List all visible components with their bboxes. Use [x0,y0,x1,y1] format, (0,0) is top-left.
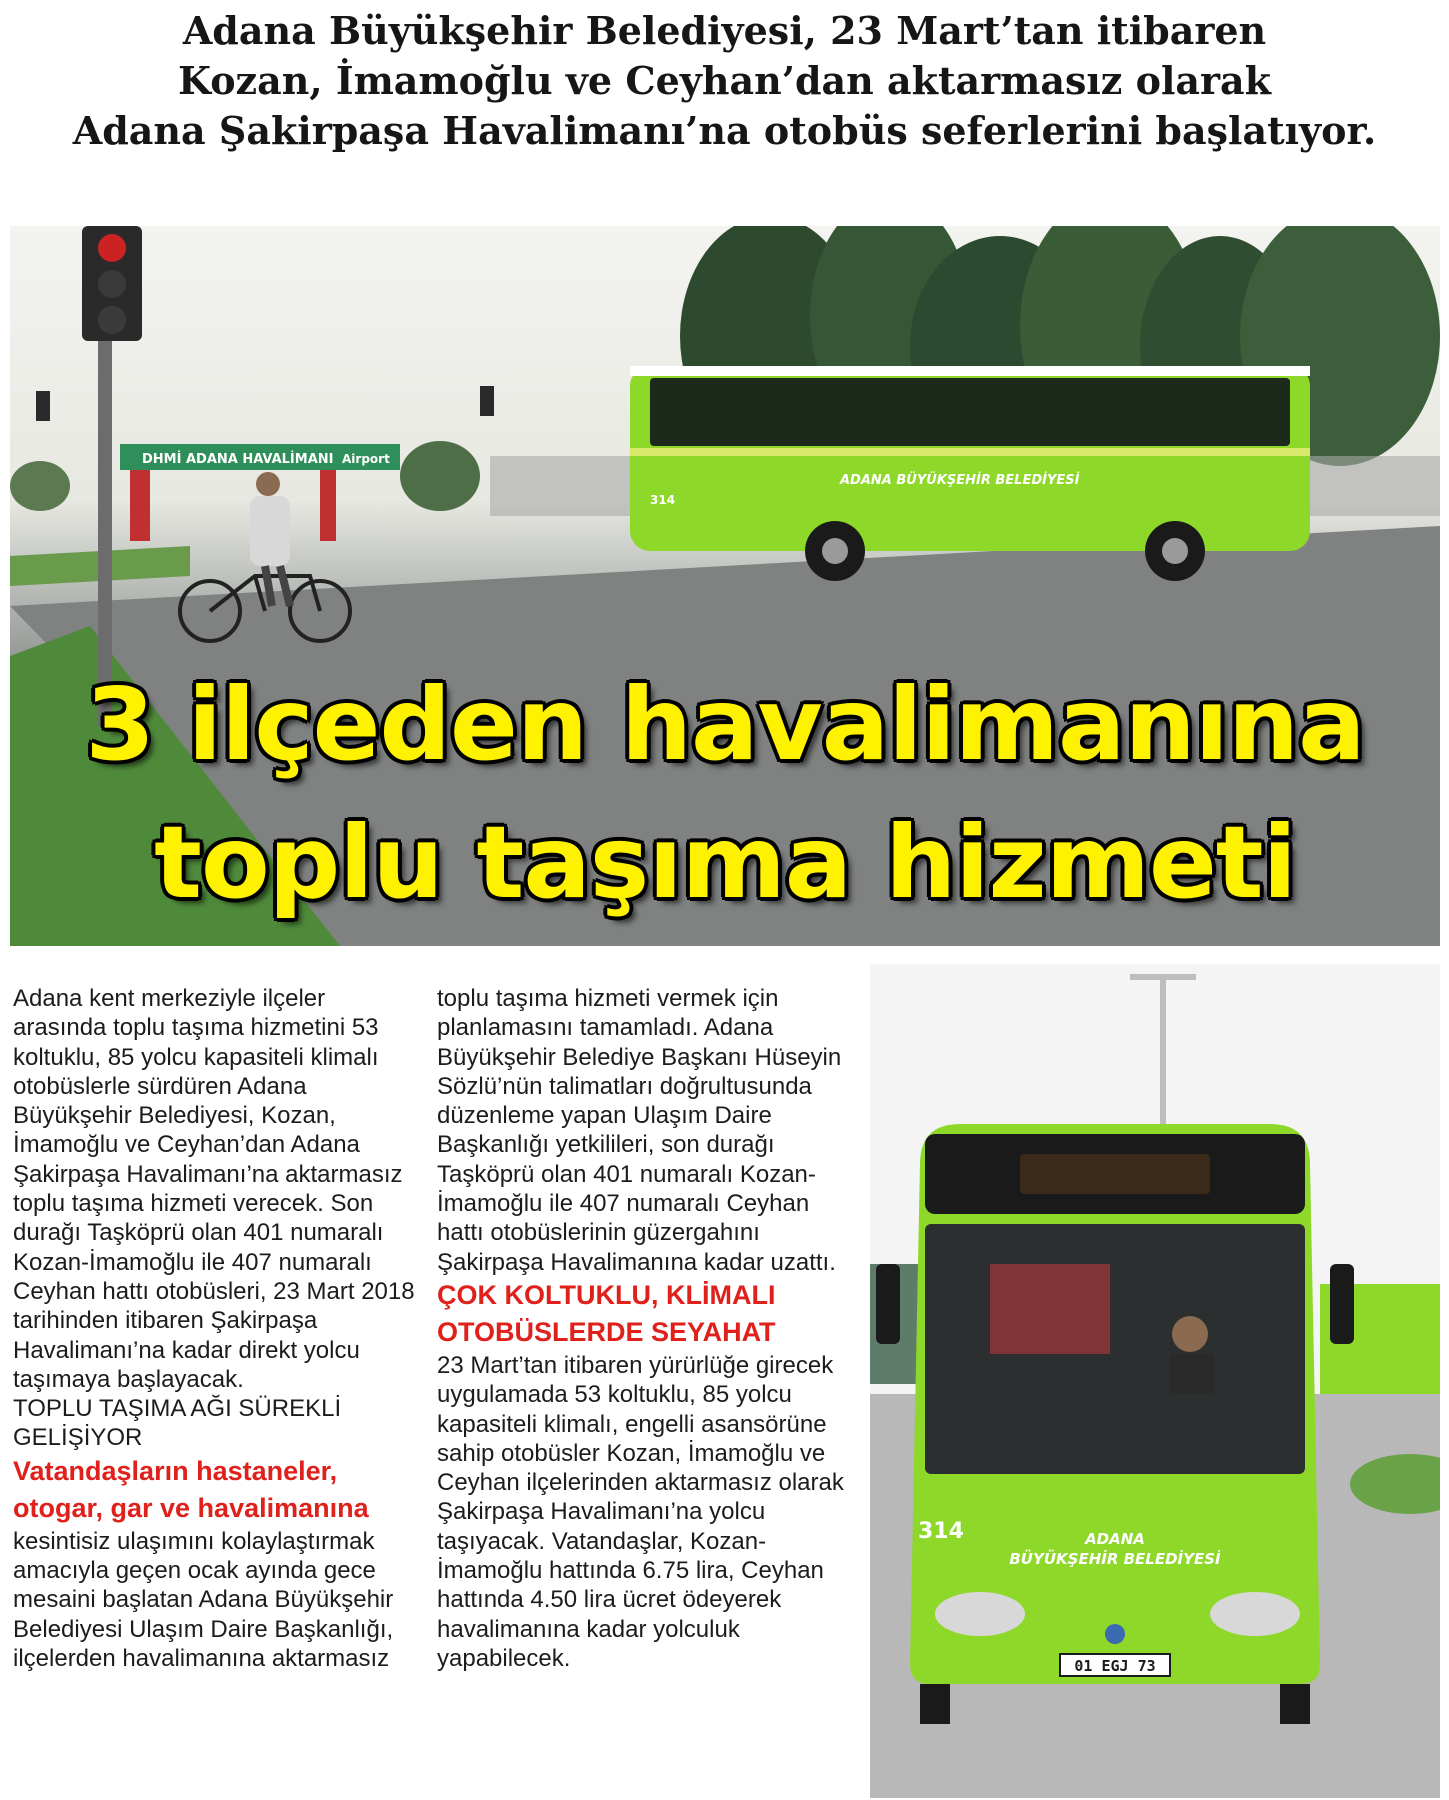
bus-front-livery-2: BÜYÜKŞEHİR BELEDİYESİ [1009,1550,1221,1568]
airport-sign-en: Airport [342,452,390,466]
col1-paragraph-2: kesintisiz ulaşımını kolaylaştırmak amacıyla geçen ocak ayında gece mesaini başlatan Adana Büyükşehir Belediyesi Ulaşım Daire Başkanlığı, ilçelerden havalimanına aktarmasız [13,1527,394,1672]
col2-paragraph-1: toplu taşıma hizmeti vermek için planlamasını tamamladı. Adana Büyükşehir Belediye Başkanı Hüseyin Sözlü’nün talimatları doğrultusunda düzenleme yapan Ulaşım Daire Başkanlığı yetkilileri, son durağı Taşköprü olan 401 numaralı Kozan-İmamoğlu ile 407 numaralı Ceyhan hattı otobüslerinin güzergahını Şakirpaşa Havalimanına kadar uzattı. [437,985,842,1276]
hero-title-line-2: toplu taşıma hizmeti [154,804,1296,921]
bus-mirror-right [1330,1264,1354,1344]
hero-title-line-1: 3 ilçeden havalimanına [85,666,1365,783]
col2-subhead-2: OTOBÜSLERDE SEYAHAT [437,1316,776,1347]
bus-front-livery-1: ADANA [1085,1530,1145,1548]
bus-number-text: 314 [650,493,676,507]
bus-mirror-left [876,1264,900,1344]
light-pole [1160,974,1166,1144]
col2-subhead-1: ÇOK KOLTUKLU, KLİMALI [437,1279,776,1310]
bus-front-number: 314 [918,1519,964,1544]
article-column-2 [437,984,849,1673]
airport-sign-text: DHMİ ADANA HAVALİMANI [142,452,334,467]
green-bus [630,366,1310,581]
col1-subhead-2: Vatandaşların hastaneler, otogar, gar ve havalimanına [13,1455,369,1523]
article-column-1 [13,984,425,1673]
bus-front-photo [870,964,1440,1798]
bus-livery-text: ADANA BÜYÜKŞEHİR BELEDİYESİ [840,473,1080,488]
col1-subhead-1: TOPLU TAŞIMA AĞI SÜREKLİ GELİŞİYOR [13,1395,342,1452]
headline [0,6,1449,156]
col1-paragraph-1: Adana kent merkeziyle ilçeler arasında toplu taşıma hizmetini 53 koltuklu, 85 yolcu kapasiteli klimalı otobüslerle sürdüren Adana Büyükşehir Belediyesi, Kozan, İmamoğlu ve Ceyhan’dan Adana Şakirpaşa Havalimanı’na aktarmasız toplu taşıma hizmeti verecek. Son durağı Taşköprü olan 401 numaralı Kozan-İmamoğlu ile 407 numaralı Ceyhan hattı otobüsleri, 23 Mart 2018 tarihinden itibaren Şakirpaşa Havalimanı’na kadar direkt yolcu taşımaya başlayacak. [13,985,415,1393]
col2-paragraph-2: 23 Mart’tan itibaren yürürlüğe girecek uygulamada 53 koltuklu, 85 yolcu kapasiteli klimalı, engelli asansörüne sahip otobüsler Kozan, İmamoğlu ve Ceyhan ilçelerinden aktarmasız olarak Şakirpaşa Havalimanı’na yolcu taşıyacak. Vatandaşlar, Kozan-İmamoğlu hattında 6.75 lira, Ceyhan hattında 4.50 lira ücret ödeyerek havalimanına kadar yolculuk yapabilecek. [437,1351,844,1672]
headline-line-3: Adana Şakirpaşa Havalimanı’na otobüs seferlerini başlatıyor. [72,108,1377,153]
bus-front [910,1124,1320,1724]
bus-plate: 01 EGJ 73 [1074,1657,1156,1675]
headline-line-1: Adana Büyükşehir Belediyesi, 23 Mart’tan itibaren [182,8,1267,53]
headline-line-2: Kozan, İmamoğlu ve Ceyhan’dan aktarmasız olarak [178,58,1271,103]
hero-photo [10,226,1440,946]
bus-front-scene [870,964,1440,1798]
